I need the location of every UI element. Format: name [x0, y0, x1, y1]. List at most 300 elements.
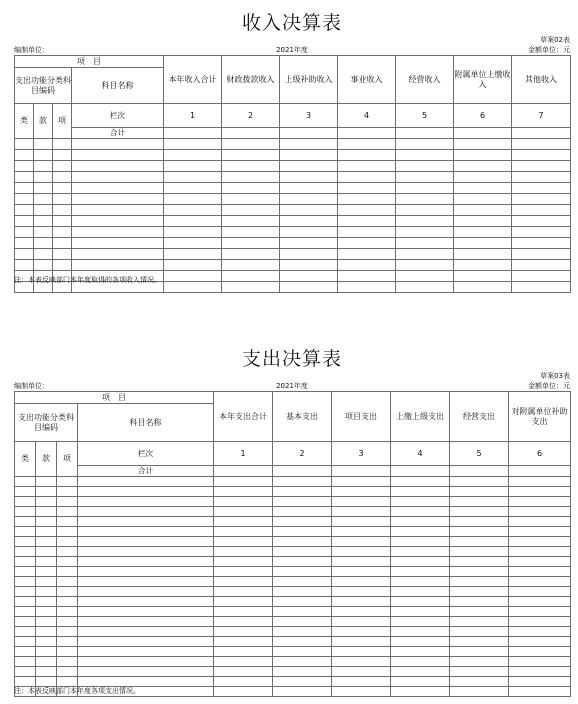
table-cell — [332, 657, 391, 667]
table-cell — [222, 172, 280, 183]
table-cell — [454, 172, 512, 183]
table-cell — [34, 150, 53, 161]
table-cell — [53, 172, 72, 183]
expenditure-data-rows — [15, 477, 571, 697]
table-cell — [450, 627, 509, 637]
table-cell — [222, 150, 280, 161]
table-cell — [332, 557, 391, 567]
table-cell — [78, 567, 214, 577]
table-cell — [454, 227, 512, 238]
table-cell — [280, 260, 338, 271]
table-row — [15, 547, 571, 557]
table-cell — [15, 238, 34, 249]
table-cell — [280, 282, 338, 293]
table-cell — [509, 466, 571, 477]
table-row — [15, 150, 571, 161]
table-cell — [332, 647, 391, 657]
table-cell — [214, 617, 273, 627]
table-cell — [332, 597, 391, 607]
table-cell — [15, 637, 36, 647]
table-cell — [512, 172, 571, 183]
table-cell — [509, 497, 571, 507]
expenditure-table-note: 注：本表反映部门本年度各项支出情况。 — [14, 687, 140, 695]
table-cell — [164, 183, 222, 194]
table-cell — [391, 547, 450, 557]
table-cell — [57, 497, 78, 507]
table-cell — [36, 477, 57, 487]
table-cell — [509, 607, 571, 617]
table-cell — [78, 527, 214, 537]
table-cell — [15, 667, 36, 677]
table-cell — [36, 657, 57, 667]
table-cell — [396, 183, 454, 194]
table-cell — [391, 657, 450, 667]
column-number: 5 — [396, 104, 454, 128]
category-class-header: 类 — [15, 442, 36, 477]
table-row — [15, 677, 571, 687]
table-cell — [391, 527, 450, 537]
table-cell — [34, 238, 53, 249]
table-cell — [57, 617, 78, 627]
table-row — [15, 183, 571, 194]
table-cell — [273, 537, 332, 547]
table-cell — [332, 497, 391, 507]
table-cell — [509, 507, 571, 517]
column-number: 4 — [338, 104, 396, 128]
table-cell — [15, 216, 34, 227]
table-cell — [57, 657, 78, 667]
expenditure-table — [14, 391, 571, 697]
table-cell — [53, 183, 72, 194]
subject-name-header: 科目名称 — [72, 68, 164, 104]
table-cell — [34, 249, 53, 260]
table-cell — [454, 271, 512, 282]
table-cell — [391, 507, 450, 517]
table-cell — [509, 557, 571, 567]
table-cell — [222, 227, 280, 238]
table-cell — [273, 667, 332, 677]
table-cell — [450, 487, 509, 497]
table-cell — [396, 216, 454, 227]
income-statement-sheet — [14, 10, 570, 286]
table-cell — [509, 477, 571, 487]
table-cell — [57, 477, 78, 487]
table-cell — [78, 627, 214, 637]
table-cell — [280, 249, 338, 260]
table-cell — [450, 477, 509, 487]
table-cell — [214, 477, 273, 487]
table-cell — [214, 597, 273, 607]
table-cell — [164, 161, 222, 172]
table-row — [15, 517, 571, 527]
table-cell — [78, 517, 214, 527]
subject-name-header: 科目名称 — [78, 404, 214, 442]
table-cell — [78, 557, 214, 567]
table-cell — [450, 527, 509, 537]
column-number: 1 — [164, 104, 222, 128]
table-cell — [72, 249, 164, 260]
table-cell — [72, 150, 164, 161]
table-row — [15, 597, 571, 607]
table-cell — [53, 150, 72, 161]
table-cell — [57, 547, 78, 557]
table-cell — [53, 227, 72, 238]
table-cell — [78, 677, 214, 687]
table-row — [15, 238, 571, 249]
table-cell — [396, 172, 454, 183]
function-code-header: 支出功能分类科目编码 — [15, 404, 78, 442]
table-cell — [391, 587, 450, 597]
table-cell — [214, 547, 273, 557]
table-cell — [15, 205, 34, 216]
table-cell — [72, 238, 164, 249]
table-cell — [396, 227, 454, 238]
table-cell — [72, 172, 164, 183]
table-cell — [509, 567, 571, 577]
item-header: 项 目 — [15, 56, 164, 68]
table-cell — [332, 677, 391, 687]
table-cell — [72, 194, 164, 205]
fiscal-year: 2021年度 — [276, 382, 308, 390]
table-cell — [509, 637, 571, 647]
table-cell — [332, 567, 391, 577]
table-cell — [57, 507, 78, 517]
table-cell — [391, 557, 450, 567]
column-header: 经营收入 — [396, 56, 454, 104]
table-cell — [280, 183, 338, 194]
table-cell — [222, 128, 280, 139]
table-cell — [450, 657, 509, 667]
column-index-label: 栏次 — [72, 104, 164, 128]
table-cell — [450, 567, 509, 577]
table-cell — [338, 205, 396, 216]
table-cell — [332, 617, 391, 627]
table-cell — [509, 617, 571, 627]
column-header: 本年收入合计 — [164, 56, 222, 104]
table-cell — [273, 517, 332, 527]
column-header: 上级补助收入 — [280, 56, 338, 104]
table-row — [15, 587, 571, 597]
table-cell — [53, 238, 72, 249]
column-header: 附属单位上缴收入 — [454, 56, 512, 104]
table-cell — [15, 487, 36, 497]
category-item-header: 项 — [57, 442, 78, 477]
table-cell — [222, 238, 280, 249]
table-cell — [36, 607, 57, 617]
table-cell — [15, 607, 36, 617]
table-cell — [57, 637, 78, 647]
table-cell — [164, 249, 222, 260]
table-cell — [15, 647, 36, 657]
table-cell — [15, 587, 36, 597]
table-cell — [36, 637, 57, 647]
table-cell — [396, 139, 454, 150]
table-cell — [214, 507, 273, 517]
table-cell — [280, 161, 338, 172]
table-cell — [36, 597, 57, 607]
table-cell — [509, 677, 571, 687]
table-row — [15, 497, 571, 507]
table-cell — [78, 547, 214, 557]
table-cell — [72, 216, 164, 227]
function-code-header: 支出功能分类科目编码 — [15, 68, 72, 104]
table-cell — [15, 567, 36, 577]
table-row — [15, 667, 571, 677]
table-cell — [222, 194, 280, 205]
table-row — [15, 194, 571, 205]
table-cell — [450, 687, 509, 697]
table-cell — [214, 637, 273, 647]
table-cell — [512, 128, 571, 139]
table-cell — [391, 607, 450, 617]
table-cell — [512, 161, 571, 172]
column-number: 5 — [450, 442, 509, 466]
table-cell — [280, 172, 338, 183]
table-cell — [332, 487, 391, 497]
table-cell — [15, 597, 36, 607]
table-cell — [338, 282, 396, 293]
table-cell — [280, 271, 338, 282]
table-cell — [454, 249, 512, 260]
table-cell — [222, 205, 280, 216]
table-cell — [34, 205, 53, 216]
table-cell — [509, 597, 571, 607]
table-row — [15, 487, 571, 497]
table-cell — [332, 607, 391, 617]
table-row — [15, 577, 571, 587]
table-cell — [273, 557, 332, 567]
table-row — [15, 557, 571, 567]
table-cell — [214, 647, 273, 657]
table-cell — [34, 194, 53, 205]
table-cell — [36, 587, 57, 597]
table-cell — [36, 517, 57, 527]
table-cell — [509, 647, 571, 657]
table-cell — [509, 657, 571, 667]
amount-unit-label: 金额单位：元 — [528, 46, 570, 54]
table-cell — [222, 260, 280, 271]
table-row — [15, 627, 571, 637]
table-cell — [78, 497, 214, 507]
table-cell — [164, 271, 222, 282]
table-row — [15, 657, 571, 667]
table-cell — [273, 607, 332, 617]
column-index-label: 栏次 — [78, 442, 214, 466]
expenditure-table-title: 支出决算表 — [241, 348, 342, 370]
table-cell — [34, 161, 53, 172]
table-cell — [391, 647, 450, 657]
table-cell — [454, 128, 512, 139]
table-cell — [15, 627, 36, 637]
column-number: 7 — [512, 104, 571, 128]
table-cell — [273, 487, 332, 497]
table-cell — [36, 497, 57, 507]
table-cell — [57, 597, 78, 607]
table-cell — [332, 477, 391, 487]
column-number: 3 — [280, 104, 338, 128]
table-cell — [396, 238, 454, 249]
table-cell — [57, 627, 78, 637]
table-cell — [338, 194, 396, 205]
table-cell — [280, 205, 338, 216]
table-cell — [273, 507, 332, 517]
table-cell — [450, 547, 509, 557]
table-cell — [36, 667, 57, 677]
table-cell — [214, 466, 273, 477]
table-cell — [391, 497, 450, 507]
table-cell — [450, 647, 509, 657]
table-cell — [214, 677, 273, 687]
table-cell — [280, 150, 338, 161]
table-cell — [273, 637, 332, 647]
income-table — [14, 55, 571, 293]
table-cell — [53, 249, 72, 260]
table-cell — [332, 547, 391, 557]
income-table-title: 收入决算表 — [241, 12, 342, 34]
table-cell — [332, 667, 391, 677]
table-cell — [454, 216, 512, 227]
table-cell — [338, 271, 396, 282]
column-header: 本年支出合计 — [214, 392, 273, 442]
table-cell — [222, 139, 280, 150]
table-cell — [78, 647, 214, 657]
fiscal-year: 2021年度 — [276, 46, 308, 54]
table-cell — [36, 547, 57, 557]
table-cell — [164, 172, 222, 183]
income-data-rows — [15, 139, 571, 293]
table-cell — [512, 216, 571, 227]
table-cell — [273, 497, 332, 507]
table-cell — [15, 517, 36, 527]
table-cell — [78, 657, 214, 667]
table-cell — [222, 216, 280, 227]
table-cell — [396, 194, 454, 205]
table-cell — [57, 517, 78, 527]
table-cell — [214, 607, 273, 617]
form-number: 草案02表 — [540, 36, 570, 44]
table-row — [15, 477, 571, 487]
table-cell — [214, 497, 273, 507]
table-cell — [450, 537, 509, 547]
table-cell — [450, 667, 509, 677]
table-cell — [15, 537, 36, 547]
table-cell — [391, 667, 450, 677]
table-cell — [15, 547, 36, 557]
table-cell — [36, 537, 57, 547]
table-cell — [332, 466, 391, 477]
table-cell — [78, 667, 214, 677]
table-cell — [450, 577, 509, 587]
table-cell — [53, 161, 72, 172]
column-number: 2 — [222, 104, 280, 128]
table-cell — [36, 487, 57, 497]
column-header: 其他收入 — [512, 56, 571, 104]
table-cell — [509, 577, 571, 587]
table-cell — [214, 577, 273, 587]
table-cell — [454, 194, 512, 205]
table-cell — [214, 657, 273, 667]
table-cell — [214, 527, 273, 537]
table-cell — [164, 238, 222, 249]
column-header: 事业收入 — [338, 56, 396, 104]
table-cell — [280, 238, 338, 249]
table-row — [15, 205, 571, 216]
table-cell — [78, 587, 214, 597]
table-cell — [391, 637, 450, 647]
table-cell — [57, 577, 78, 587]
table-cell — [450, 497, 509, 507]
table-cell — [15, 249, 34, 260]
table-cell — [509, 527, 571, 537]
table-row — [15, 527, 571, 537]
table-cell — [338, 139, 396, 150]
table-cell — [53, 194, 72, 205]
table-cell — [214, 587, 273, 597]
table-cell — [15, 260, 34, 271]
table-cell — [72, 139, 164, 150]
table-cell — [15, 527, 36, 537]
table-cell — [396, 150, 454, 161]
amount-unit-label: 金额单位：元 — [528, 382, 570, 390]
table-row — [15, 637, 571, 647]
table-cell — [36, 567, 57, 577]
table-cell — [512, 260, 571, 271]
table-cell — [332, 507, 391, 517]
table-cell — [332, 587, 391, 597]
table-cell — [164, 205, 222, 216]
table-cell — [15, 657, 36, 667]
table-row — [15, 227, 571, 238]
table-cell — [273, 466, 332, 477]
table-cell — [214, 667, 273, 677]
table-cell — [36, 677, 57, 687]
table-cell — [214, 627, 273, 637]
table-cell — [36, 577, 57, 587]
table-cell — [36, 627, 57, 637]
table-row — [15, 161, 571, 172]
table-cell — [391, 487, 450, 497]
table-cell — [338, 216, 396, 227]
table-cell — [53, 139, 72, 150]
table-cell — [15, 139, 34, 150]
table-cell — [36, 527, 57, 537]
table-row — [15, 617, 571, 627]
table-cell — [78, 537, 214, 547]
compiling-unit-label: 编制单位： — [14, 46, 49, 54]
table-cell — [391, 627, 450, 637]
column-number: 2 — [273, 442, 332, 466]
table-row — [15, 260, 571, 271]
table-cell — [36, 647, 57, 657]
table-cell — [53, 205, 72, 216]
table-cell — [273, 567, 332, 577]
income-table-note: 注：本表反映部门本年度取得的各项收入情况。 — [14, 276, 161, 284]
table-row — [15, 507, 571, 517]
table-cell — [338, 249, 396, 260]
table-cell — [164, 260, 222, 271]
table-cell — [222, 183, 280, 194]
table-cell — [450, 597, 509, 607]
table-cell — [15, 477, 36, 487]
table-cell — [450, 677, 509, 687]
category-section-header: 款 — [36, 442, 57, 477]
table-cell — [338, 161, 396, 172]
table-cell — [15, 194, 34, 205]
compiling-unit-label: 编制单位： — [14, 382, 49, 390]
table-row — [15, 216, 571, 227]
table-cell — [15, 150, 34, 161]
table-cell — [53, 260, 72, 271]
